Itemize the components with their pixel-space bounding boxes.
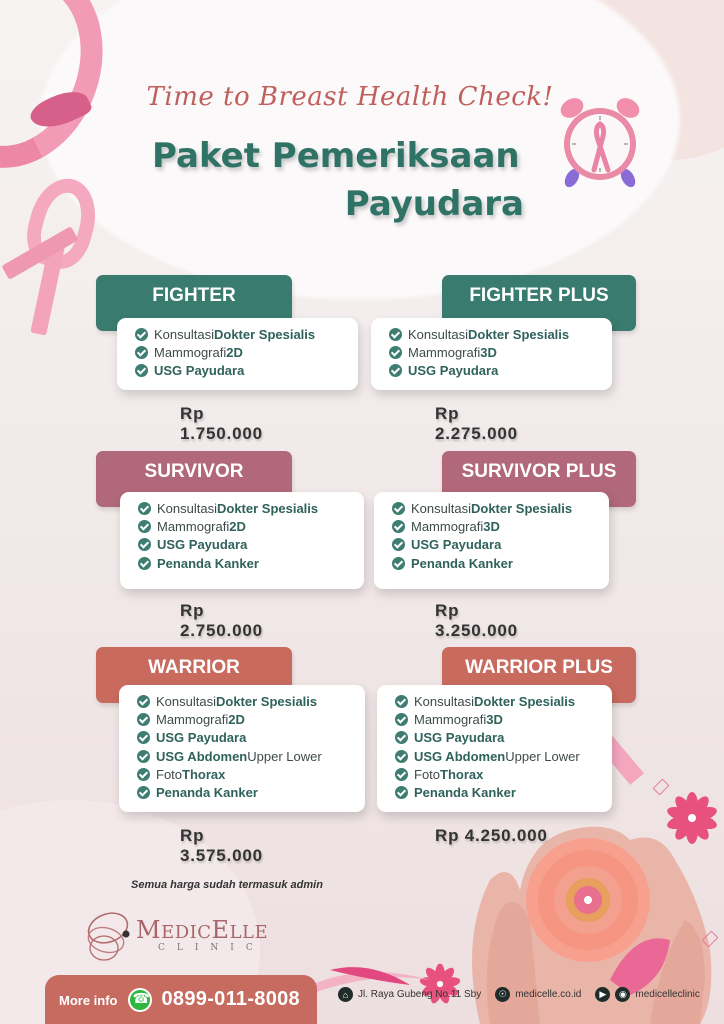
instagram-icon: ◉ xyxy=(615,987,630,1002)
check-circle-icon xyxy=(389,328,402,341)
clinic-home-icon: ⌂ xyxy=(338,987,353,1002)
check-circle-icon xyxy=(392,502,405,515)
check-circle-icon xyxy=(138,520,151,533)
check-circle-icon xyxy=(392,538,405,551)
check-circle-icon xyxy=(137,713,150,726)
package-card xyxy=(119,685,365,812)
phone-number[interactable]: 0899-011-8008 xyxy=(161,988,300,1010)
pink-flower-decoration xyxy=(664,790,720,846)
list-item: Mammografi 3D xyxy=(395,710,612,728)
package-price: Rp 4.250.000 xyxy=(435,826,548,845)
package-price: Rp 1.750.000 xyxy=(180,404,263,443)
youtube-icon: ▶ xyxy=(595,987,610,1002)
check-circle-icon xyxy=(138,502,151,515)
check-circle-icon xyxy=(135,364,148,377)
package-title: SURVIVOR PLUS xyxy=(442,451,636,507)
list-item: Mammografi 3D xyxy=(392,517,609,535)
globe-icon: ☉ xyxy=(495,987,510,1002)
package-card xyxy=(117,318,358,390)
list-item: Foto Thorax xyxy=(395,765,612,783)
list-item: Konsultasi Dokter Spesialis xyxy=(395,692,612,710)
medicelle-logo xyxy=(84,906,284,968)
logo-subtext: CLINIC xyxy=(158,943,265,953)
more-info-label: More info xyxy=(59,993,118,1008)
address-text: Jl. Raya Gubeng No.11 Sby xyxy=(358,989,482,1000)
alarm-clock-ribbon-icon xyxy=(558,94,642,190)
package-title: FIGHTER PLUS xyxy=(442,275,636,331)
list-item: USG Payudara xyxy=(137,729,365,747)
package-price: Rp 3.575.000 xyxy=(180,826,263,865)
package-card xyxy=(377,685,612,812)
list-item: Mammografi 2D xyxy=(135,343,358,361)
check-circle-icon xyxy=(389,364,402,377)
title-line-2: Payudara xyxy=(344,184,524,224)
list-item: Konsultasi Dokter Spesialis xyxy=(135,325,358,343)
list-item: Penanda Kanker xyxy=(137,783,365,801)
list-item: Mammografi 3D xyxy=(389,343,612,361)
social-handle[interactable]: medicelleclinic xyxy=(635,989,700,1000)
list-item: Foto Thorax xyxy=(137,765,365,783)
check-circle-icon xyxy=(137,731,150,744)
package-price: Rp 2.750.000 xyxy=(180,601,263,640)
list-item: USG Abdomen Upper Lower xyxy=(137,747,365,765)
check-circle-icon xyxy=(137,695,150,708)
list-item: Penanda Kanker xyxy=(392,554,609,572)
check-circle-icon xyxy=(137,750,150,763)
title-line-1: Paket Pemeriksaan xyxy=(152,136,520,176)
list-item: Penanda Kanker xyxy=(138,554,364,572)
check-circle-icon xyxy=(135,346,148,359)
check-circle-icon xyxy=(138,557,151,570)
package-title: WARRIOR xyxy=(96,647,292,703)
check-circle-icon xyxy=(395,750,408,763)
website-link[interactable]: medicelle.co.id xyxy=(515,989,582,1000)
check-circle-icon xyxy=(395,786,408,799)
list-item: USG Payudara xyxy=(135,362,358,380)
list-item: USG Payudara xyxy=(138,536,364,554)
list-item: USG Abdomen Upper Lower xyxy=(395,747,612,765)
list-item: Mammografi 2D xyxy=(138,517,364,535)
check-circle-icon xyxy=(135,328,148,341)
check-circle-icon xyxy=(392,557,405,570)
list-item: Konsultasi Dokter Spesialis xyxy=(392,499,609,517)
price-note: Semua harga sudah termasuk admin xyxy=(131,879,323,891)
check-circle-icon xyxy=(138,538,151,551)
check-circle-icon xyxy=(395,713,408,726)
more-info-contact-bar[interactable] xyxy=(45,975,317,1024)
package-card xyxy=(374,492,609,589)
list-item: Mammografi 2D xyxy=(137,710,365,728)
list-item: USG Payudara xyxy=(392,536,609,554)
footer-contact-info xyxy=(338,987,700,1002)
package-title: FIGHTER xyxy=(96,275,292,331)
list-item: Konsultasi Dokter Spesialis xyxy=(138,499,364,517)
package-card xyxy=(371,318,612,390)
check-circle-icon xyxy=(392,520,405,533)
package-title: WARRIOR PLUS xyxy=(442,647,636,703)
package-card xyxy=(120,492,364,589)
list-item: Penanda Kanker xyxy=(395,783,612,801)
logo-text: MEDICELLE xyxy=(136,916,269,944)
check-circle-icon xyxy=(137,786,150,799)
check-circle-icon xyxy=(389,346,402,359)
package-title: SURVIVOR xyxy=(96,451,292,507)
list-item: USG Payudara xyxy=(389,362,612,380)
list-item: Konsultasi Dokter Spesialis xyxy=(389,325,612,343)
package-price: Rp 3.250.000 xyxy=(435,601,518,640)
package-price: Rp 2.275.000 xyxy=(435,404,518,443)
list-item: USG Payudara xyxy=(395,729,612,747)
check-circle-icon xyxy=(395,768,408,781)
whatsapp-icon xyxy=(128,988,152,1012)
page-title xyxy=(152,132,524,228)
check-circle-icon xyxy=(395,731,408,744)
check-circle-icon xyxy=(137,768,150,781)
list-item: Konsultasi Dokter Spesialis xyxy=(137,692,365,710)
tagline: Time to Breast Health Check! xyxy=(146,82,554,112)
logo-swirl-icon xyxy=(84,908,134,964)
check-circle-icon xyxy=(395,695,408,708)
